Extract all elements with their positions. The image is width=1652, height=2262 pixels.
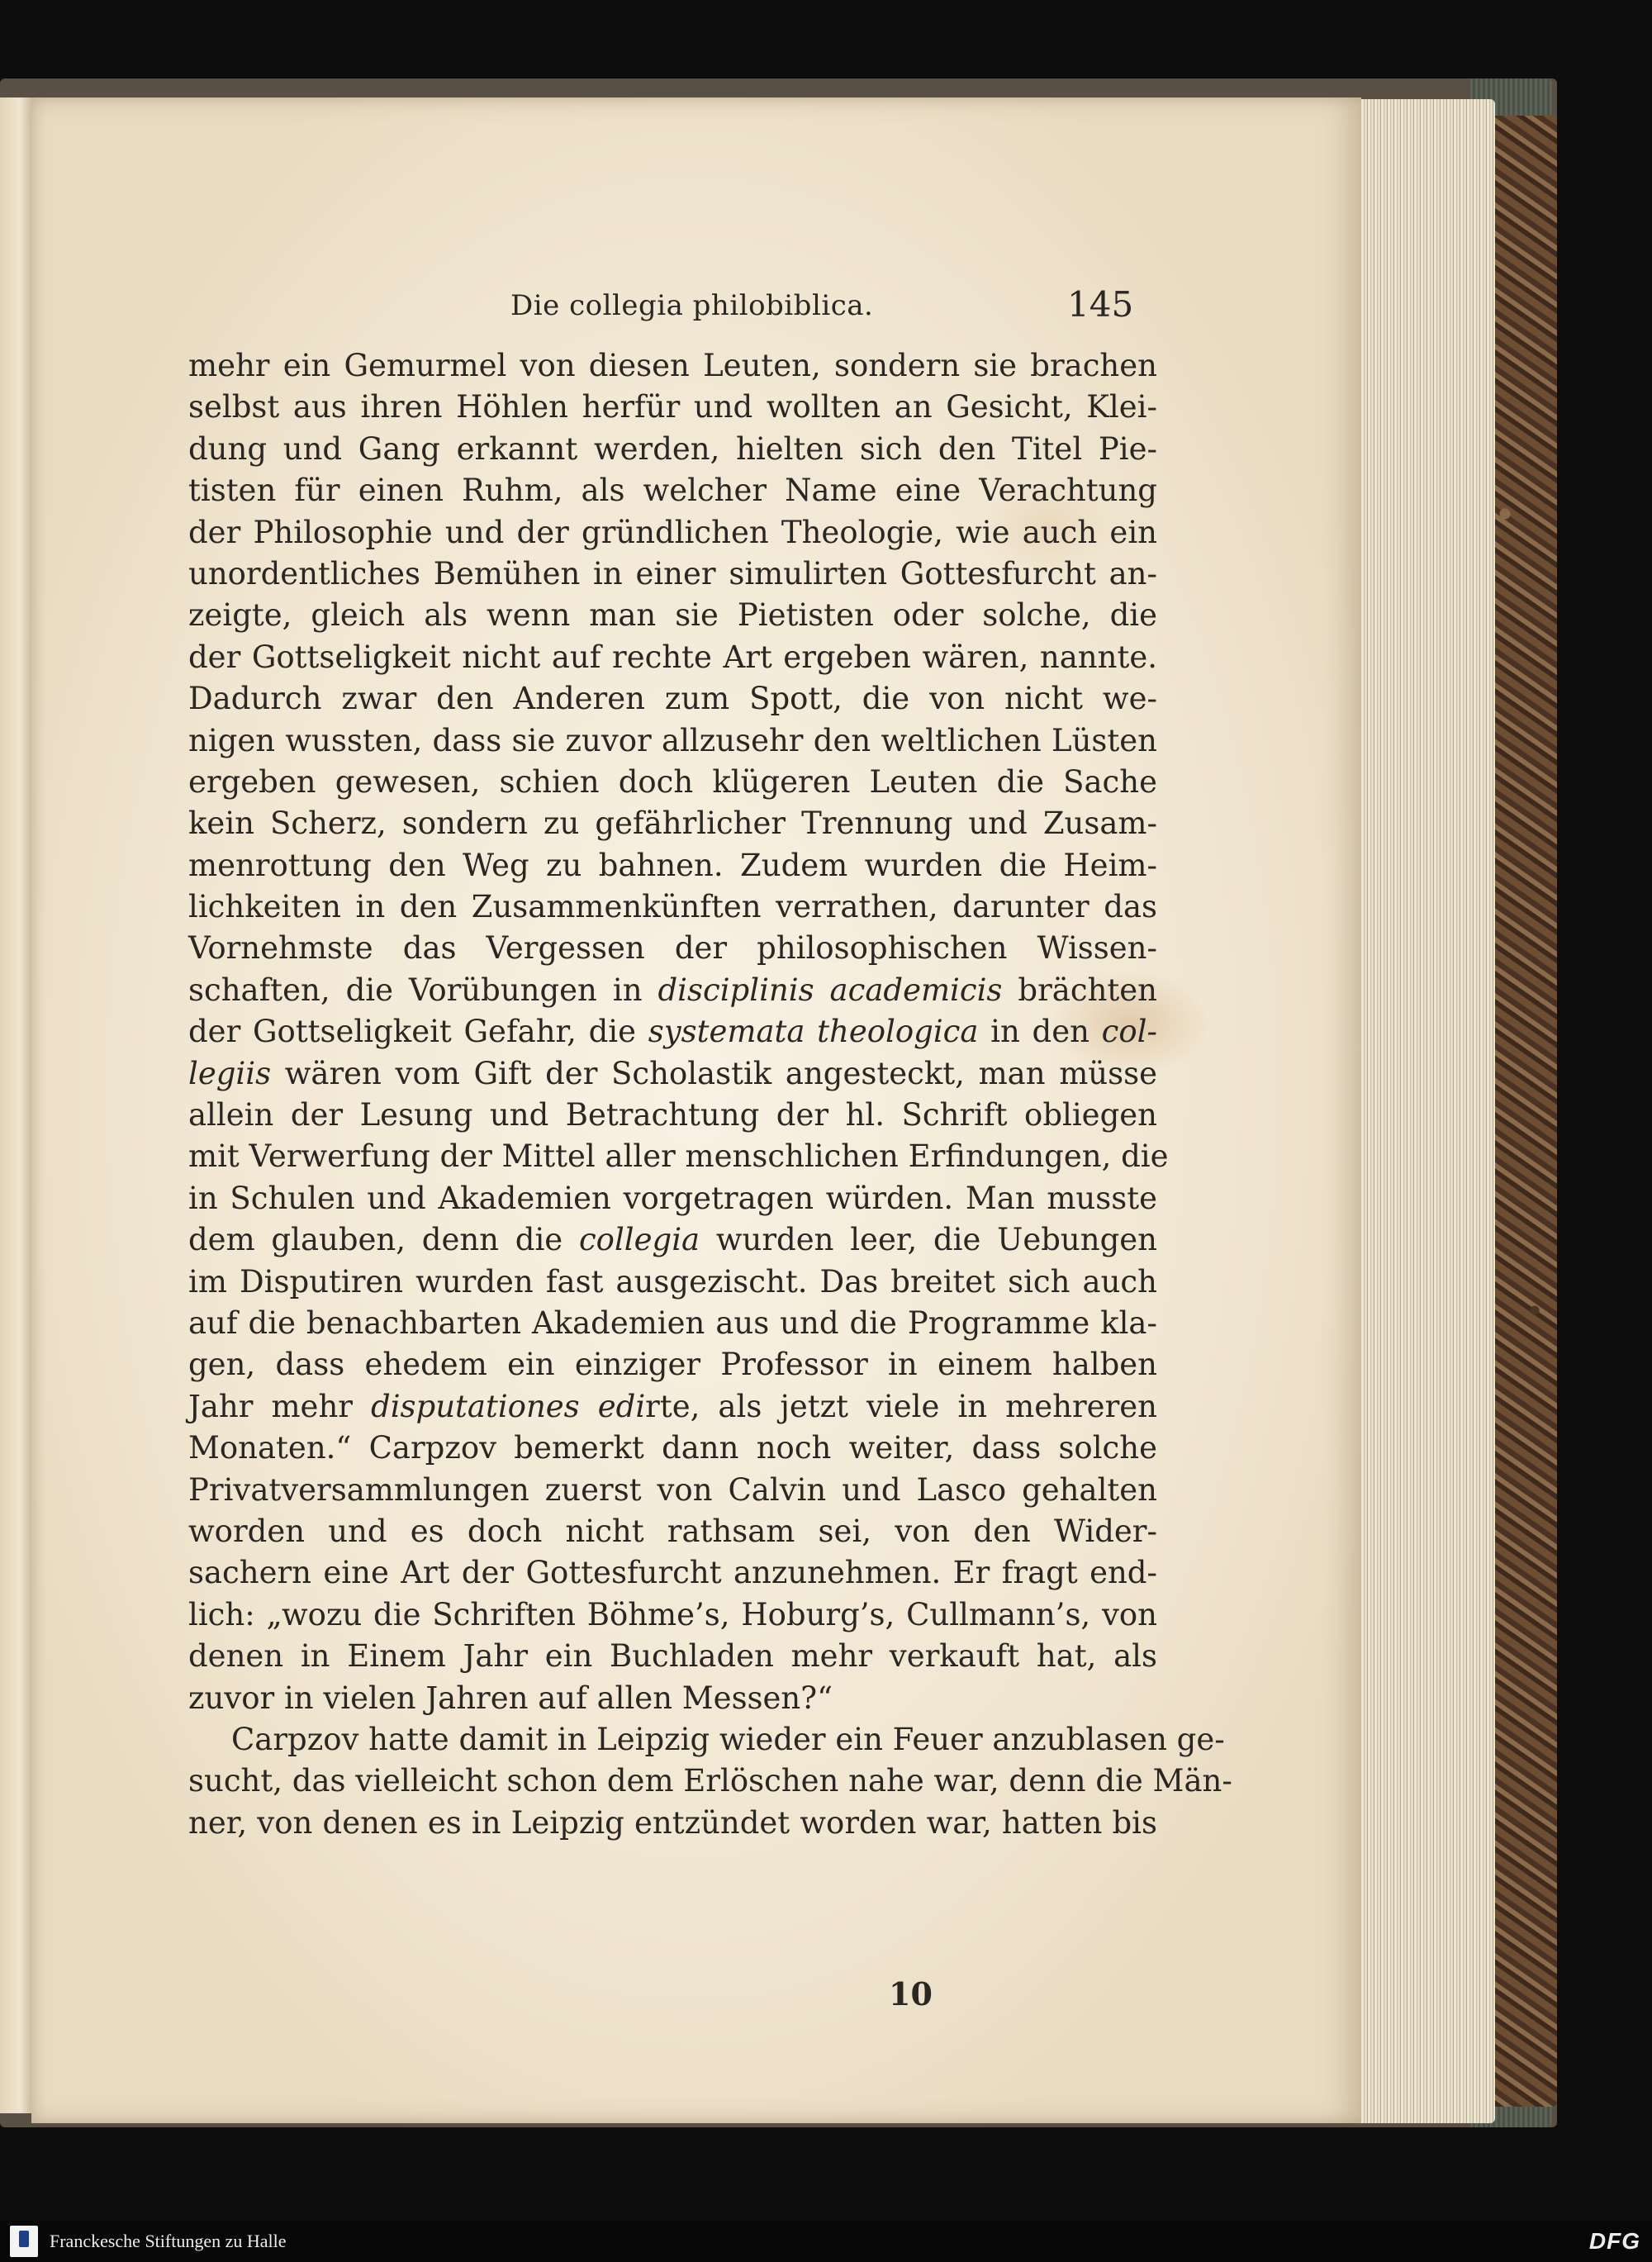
text-line [188, 762, 1157, 803]
text-segment: wurden leer, die Uebungen [700, 1222, 1157, 1258]
text-line [188, 1303, 1157, 1344]
text-segment: zeigte, gleich als wenn man sie Pietisten oder solche, die [188, 597, 1157, 634]
body-text [188, 345, 1232, 1844]
text-line [188, 720, 1157, 762]
text-line [188, 970, 1157, 1011]
text-segment: Dadurch zwar den Anderen zum Spott, die von nicht we- [188, 681, 1157, 717]
page-header [31, 284, 1361, 339]
text-segment: lich: „wozu die Schriften Böhme’s, Hoburg’s, Cullmann’s, von [188, 1596, 1157, 1632]
text-line [188, 1011, 1157, 1053]
italic-segment: collegia [578, 1222, 700, 1258]
text-line [188, 845, 1157, 886]
text-segment: kein Scherz, sondern zu gefährlicher Trennung und Zusam- [188, 805, 1157, 842]
text-segment: Jahr mehr [188, 1388, 372, 1424]
text-line [188, 1262, 1157, 1303]
text-line [188, 1178, 1157, 1219]
institution-name: Franckesche Stiftungen zu Halle [50, 2231, 287, 2251]
text-segment: der Gottseligkeit nicht auf rechte Art ergeben wären, nannte. [188, 639, 1157, 675]
text-line [188, 1136, 1169, 1177]
text-segment: zuvor in vielen Jahren auf allen Messen?“ [188, 1680, 833, 1716]
text-segment: ner, von denen es in Leipzig entzündet worden war, hatten bis [188, 1804, 1157, 1841]
viewer-footer [0, 2221, 1652, 2262]
signature-mark: 10 [889, 1975, 933, 2013]
text-line [188, 1552, 1157, 1594]
page-edges [1355, 99, 1495, 2123]
running-head: Die collegia philobiblica. [510, 289, 874, 322]
text-line [188, 637, 1157, 678]
text-segment: Carpzov hatte damit in Leipzig wieder ein Feuer anzublasen ge- [231, 1721, 1225, 1757]
text-line [188, 1470, 1157, 1511]
italic-segment: col- [1101, 1014, 1157, 1050]
text-segment: ergeben gewesen, schien doch klügeren Leuten die Sache [188, 763, 1157, 800]
text-line [188, 886, 1157, 928]
text-line [188, 1428, 1157, 1469]
text-line [188, 803, 1157, 844]
dfg-logo: DFG [1588, 2228, 1640, 2254]
text-segment: der Gottseligkeit Gefahr, die [188, 1014, 648, 1050]
text-line [188, 1594, 1157, 1636]
text-segment: dung und Gang erkannt werden, hielten sich den Titel Pie- [188, 430, 1157, 467]
facing-page-edge [0, 97, 33, 2113]
text-segment: schaften, die Vorübungen in [188, 972, 658, 1008]
text-segment: mehr ein Gemurmel von diesen Leuten, sondern sie brachen [188, 348, 1157, 383]
text-segment: brächten [1002, 972, 1157, 1008]
text-segment: unordentliches Bemühen in einer simulirten Gottesfurcht an- [188, 555, 1157, 592]
text-segment: nigen wussten, dass sie zuvor allzusehr den weltlichen Lüsten [188, 722, 1157, 758]
text-segment: menrottung den Weg zu bahnen. Zudem wurden die Heim- [188, 847, 1157, 883]
text-line [188, 928, 1157, 969]
text-line [188, 595, 1157, 636]
page-number: 145 [1067, 284, 1134, 325]
book-page [31, 97, 1361, 2123]
text-line [188, 1344, 1157, 1385]
text-line [188, 470, 1157, 511]
text-segment: dem glauben, denn die [188, 1222, 579, 1258]
text-line [188, 554, 1157, 595]
text-segment: wären vom Gift der Scholastik angesteckt, man müsse [271, 1055, 1157, 1091]
text-line [188, 1719, 1225, 1761]
text-segment: Vornehmste das Vergessen der philosophischen Wissen- [188, 930, 1157, 967]
text-line [188, 678, 1157, 720]
text-segment: sucht, das vielleicht schon dem Erlöschen nahe war, denn die Män- [188, 1763, 1232, 1799]
text-segment: denen in Einem Jahr ein Buchladen mehr verkauft hat, als [188, 1638, 1157, 1675]
text-segment: Monaten.“ Carpzov bemerkt dann noch weiter, dass solche [188, 1430, 1157, 1466]
text-segment: sachern eine Art der Gottesfurcht anzunehmen. Er fragt end- [188, 1555, 1157, 1591]
text-segment: in den [978, 1014, 1102, 1050]
text-line [188, 1761, 1232, 1802]
text-segment: gen, dass ehedem ein einziger Professor in einem halben [188, 1347, 1157, 1383]
text-line [188, 512, 1157, 554]
italic-segment: disciplinis academicis [657, 972, 1003, 1008]
italic-segment: disputationes edi [371, 1388, 646, 1424]
text-segment: im Disputiren wurden fast ausgezischt. Das breitet sich auch [188, 1263, 1157, 1300]
text-line [188, 1053, 1157, 1095]
text-segment: worden und es doch nicht rathsam sei, von den Wider- [188, 1513, 1157, 1549]
text-segment: selbst aus ihren Höhlen herfür und wollten an Gesicht, Klei- [188, 389, 1157, 425]
text-line [188, 1386, 1157, 1428]
text-line [188, 1636, 1157, 1677]
text-line [188, 429, 1157, 470]
text-line [188, 1095, 1157, 1136]
text-segment: lichkeiten in den Zusammenkünften verrathen, darunter das [188, 889, 1157, 925]
text-line [188, 1511, 1157, 1552]
text-segment: Privatversammlungen zuerst von Calvin und Lasco gehalten [188, 1471, 1157, 1508]
italic-segment: systemata theologica [648, 1014, 979, 1050]
text-segment: allein der Lesung und Betrachtung der hl. Schrift obliegen [188, 1097, 1157, 1133]
text-line [188, 345, 1157, 387]
italic-segment: legiis [188, 1055, 272, 1091]
text-line [188, 1803, 1157, 1844]
text-line [188, 1678, 1157, 1719]
text-line [188, 387, 1157, 428]
text-segment: rte, als jetzt viele in mehreren [645, 1388, 1157, 1424]
text-segment: in Schulen und Akademien vorgetragen würden. Man musste [188, 1180, 1157, 1216]
text-segment: mit Verwerfung der Mittel aller menschlichen Erfindungen, die [188, 1138, 1169, 1175]
text-segment: der Philosophie und der gründlichen Theologie, wie auch ein [188, 514, 1157, 550]
institution-logo-icon [10, 2226, 38, 2257]
text-segment: tisten für einen Ruhm, als welcher Name eine Verachtung [188, 473, 1157, 509]
text-segment: auf die benachbarten Akademien aus und die Programme kla- [188, 1304, 1157, 1341]
text-line [188, 1219, 1157, 1261]
